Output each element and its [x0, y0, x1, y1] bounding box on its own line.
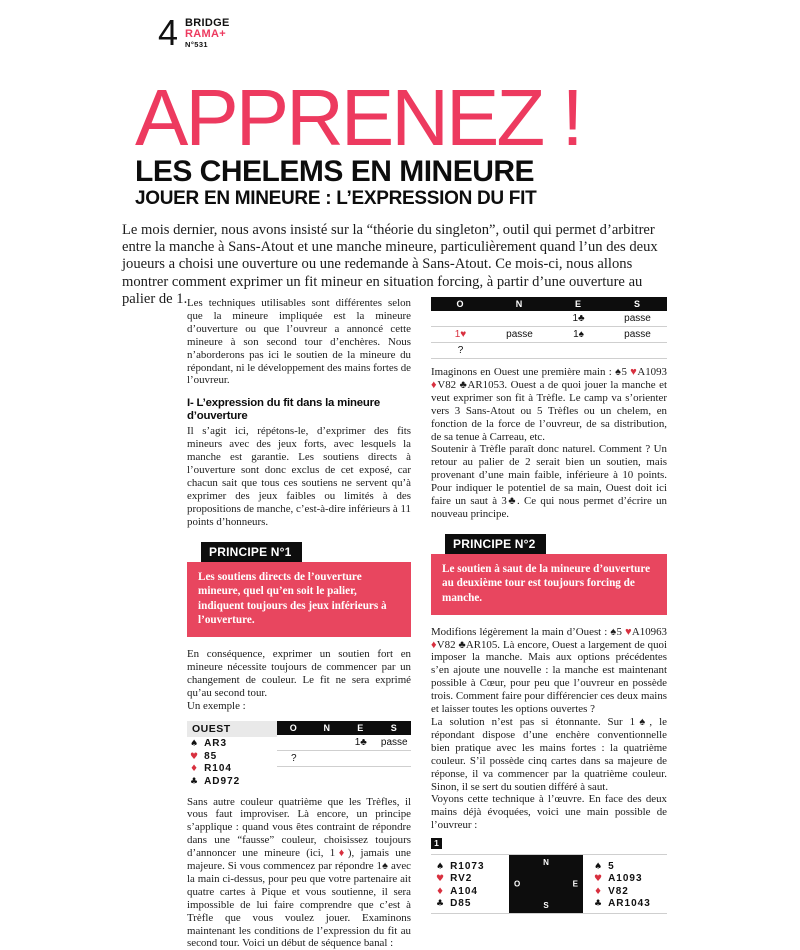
deal-number-badge: 1	[431, 838, 442, 849]
paragraph: Il s’agit ici, répétons-le, d’exprimer des fits mineurs avec des jeux forts, avec lesquels la manche est garantie. Les soutiens directs à l’ouverture sont donc exclus de cet exposé, car chacun sait que tous ces soutiens ne servent qu’à exprimer des jeux faibles ou limités à des propositions de manche, c’est-à-dire inférieurs à 11 points d’honneurs.	[187, 425, 411, 528]
paragraph: Soutenir à Trèfle paraît donc naturel. Comment ? Un retour au palier de 2 serait bien un soutien, mais provenant d’une main faible, inférieure à 10 points. Pour indiquer le potentiel de sa main, Ouest doit ici faire un saut à 3♣. Ce qui nous permet d’écrire un nouveau principe.	[431, 443, 667, 520]
principle-text: Les soutiens directs de l’ouverture mineure, quel qu’en soit le palier, indiquent toujours des jeux inférieurs à l’ouverture.	[187, 562, 411, 637]
hand-row-diamonds	[591, 884, 667, 897]
paragraph: Un exemple :	[187, 700, 411, 713]
compass	[509, 855, 583, 913]
spade-icon: ♠	[190, 739, 198, 749]
east-hand-diagram	[583, 855, 667, 913]
bidding-table-1	[277, 721, 411, 787]
seat-south: S	[608, 299, 667, 309]
card-values: AR1043	[608, 898, 651, 909]
intro-paragraph: Le mois dernier, nous avons insisté sur la “théorie du singleton”, outil qui permet d’arbitrer entre la manche à Sans-Atout et une manche mineure, particulièrement quand l’un des deux joueurs a choisi une ouverture ou une redemande à Sans-Atout. Ce mois-ci, nous allons montrer comment exprimer un fit mineur en situation forcing, à partir d’une ouverture au palier de 1.	[122, 222, 678, 308]
compass-south: S	[543, 901, 548, 910]
card-values: 5	[608, 861, 615, 872]
compass-west: O	[514, 880, 520, 889]
compass-east: E	[573, 880, 578, 889]
bidding-header	[277, 721, 411, 735]
issue-number: N°531	[185, 40, 230, 49]
spade-icon: ♠	[594, 862, 602, 872]
paragraph: Modifions légèrement la main d’Ouest : ♠5 ♥A10963 ♦V82 ♣AR105. Là encore, Ouest a largement de quoi imposer la manche. Mais aux options précédentes s’en ajoute une nouvelle : la manche est maintenant possible à Cœur, pour peu que l’ouvreur en possède trois. Comment faire pour différencier ces deux mains et laisser toutes les options ouvertes ?	[431, 626, 667, 716]
heart-icon: ♥	[436, 874, 444, 884]
hand-row-clubs	[433, 897, 509, 910]
west-hand-diagram	[431, 855, 509, 913]
hand-row-spades	[433, 859, 509, 872]
card-values: RV2	[450, 873, 472, 884]
bid: ?	[431, 345, 490, 356]
principle-box-1	[187, 542, 411, 637]
diamond-icon: ♦	[436, 887, 444, 897]
page-number: 4	[158, 15, 178, 51]
bidding-table-2	[431, 297, 667, 359]
diamond-icon: ♦	[594, 887, 602, 897]
right-column	[431, 297, 667, 914]
principle-box-2	[431, 534, 667, 615]
club-icon: ♣	[594, 899, 602, 909]
deal-diagram	[431, 854, 667, 914]
seat-west: O	[277, 723, 311, 733]
bid: passe	[608, 329, 667, 340]
hand-row-hearts	[433, 872, 509, 885]
bidding-row	[431, 343, 667, 359]
left-column	[187, 297, 411, 950]
diamond-icon: ♦	[190, 764, 198, 774]
bidding-row	[431, 327, 667, 343]
seat-north: N	[311, 723, 345, 733]
article-title: LES CHELEMS EN MINEURE	[135, 156, 695, 188]
hand-row-spades	[591, 859, 667, 872]
hand-row-spades	[187, 737, 277, 750]
paragraph: Imaginons en Ouest une première main : ♠5 ♥A1093 ♦V82 ♣AR1053. Ouest a de quoi jouer la manche et veut exprimer son fit à Trèfle. Le camp va s’orienter vers 3 Sans-Atout ou 5 Trèfles ou un chelem, en fonction de la force de l’ouvreur, de sa distribution, de sa tenue à Carreau, etc.	[431, 366, 667, 443]
club-icon: ♣	[436, 899, 444, 909]
section-heading: I- L’expression du fit dans la mineure d’ouverture	[187, 397, 411, 423]
compass-north: N	[543, 858, 549, 867]
example-hand-and-bidding	[187, 721, 411, 787]
seat-north: N	[490, 299, 549, 309]
title-block	[135, 80, 695, 209]
brand-line-bridge: BRIDGE	[185, 18, 230, 29]
paragraph: La solution n’est pas si étonnante. Sur 1♠, le répondant dispose d’une enchère conventionnelle bien pratique avec les mains fortes : la quatrième couleur. S’il possède cinq cartes dans sa majeure de réponse, il va commencer par la quatrième couleur. Sinon, il se sert du soutien différé à saut.	[431, 716, 667, 793]
card-values: AR3	[204, 738, 227, 749]
masthead	[158, 15, 230, 51]
bidding-row	[431, 311, 667, 327]
card-values: D85	[450, 898, 471, 909]
seat-west: O	[431, 299, 490, 309]
card-values: R104	[204, 763, 232, 774]
seat-east: E	[344, 723, 378, 733]
bid: passe	[378, 737, 412, 748]
hand-row-clubs	[187, 774, 277, 787]
card-values: V82	[608, 886, 629, 897]
hand-row-clubs	[591, 897, 667, 910]
bidding-row	[277, 751, 411, 767]
principle-label: PRINCIPE N°1	[201, 542, 302, 562]
bid: 1♥	[431, 329, 490, 340]
article-subtitle: JOUER EN MINEURE : L’EXPRESSION DU FIT	[135, 188, 695, 209]
card-values: AD972	[204, 776, 240, 787]
brand-logo	[185, 15, 230, 49]
bid: passe	[490, 329, 549, 340]
bid: 1♠	[549, 329, 608, 340]
seat-south: S	[378, 723, 412, 733]
card-values: A1093	[608, 873, 642, 884]
west-hand	[187, 721, 277, 787]
brand-line-rama: RAMA+	[185, 29, 230, 40]
seat-east: E	[549, 299, 608, 309]
card-values: 85	[204, 751, 217, 762]
hand-row-hearts	[591, 872, 667, 885]
bidding-header	[431, 297, 667, 311]
card-values: A104	[450, 886, 478, 897]
paragraph: Les techniques utilisables sont différentes selon que la mineure impliquée est la mineure d’ouverture ou que l’ouvreur a annoncé cette mineure à son second tour d’enchères. Nous n’aborderons pas ici le soutien de la mineure du répondant, ni le développement des mains fortes de l’ouvreur.	[187, 297, 411, 387]
hand-row-diamonds	[187, 762, 277, 775]
paragraph: Sans autre couleur quatrième que les Trèfles, il vous faut improviser. Là encore, un principe s’applique : quand vous êtes contraint de répondre dans une “fausse” couleur, choisissez toujours d’annoncer une mineure (ici, 1♦), jamais une majeure. Si vous commencez par répondre 1♠ avec la main ci-dessus, pour peu que votre partenaire ait quatre cartes à Pique et vous soutienne, il sera impossible de lui faire comprendre que c’est à Trèfle que vous voulez jouer. Examinons maintenant les conditions de l’expression du fit au second tour. Voici un début de séquence banal :	[187, 796, 411, 950]
bid: ?	[277, 753, 311, 764]
paragraph: En conséquence, exprimer un soutien fort en mineure nécessite toujours de commencer par un changement de couleur. Le fit ne sera exprimé qu’au second tour.	[187, 648, 411, 700]
heart-icon: ♥	[594, 874, 602, 884]
principle-text: Le soutien à saut de la mineure d’ouverture au deuxième tour est toujours forcing de manche.	[431, 554, 667, 615]
hand-row-diamonds	[433, 884, 509, 897]
page-title: APPRENEZ !	[135, 80, 695, 156]
card-values: R1073	[450, 861, 484, 872]
principle-label: PRINCIPE N°2	[445, 534, 546, 554]
paragraph: Voyons cette technique à l’œuvre. En face des deux mains déjà évoquées, voici une main possible de l’ouvreur :	[431, 793, 667, 832]
hand-title: OUEST	[187, 721, 277, 737]
heart-icon: ♥	[190, 752, 198, 762]
spade-icon: ♠	[436, 862, 444, 872]
club-icon: ♣	[190, 777, 198, 787]
bid: passe	[608, 313, 667, 324]
bid: 1♣	[344, 737, 378, 748]
bidding-row	[277, 735, 411, 751]
hand-row-hearts	[187, 749, 277, 762]
bid: 1♣	[549, 313, 608, 324]
